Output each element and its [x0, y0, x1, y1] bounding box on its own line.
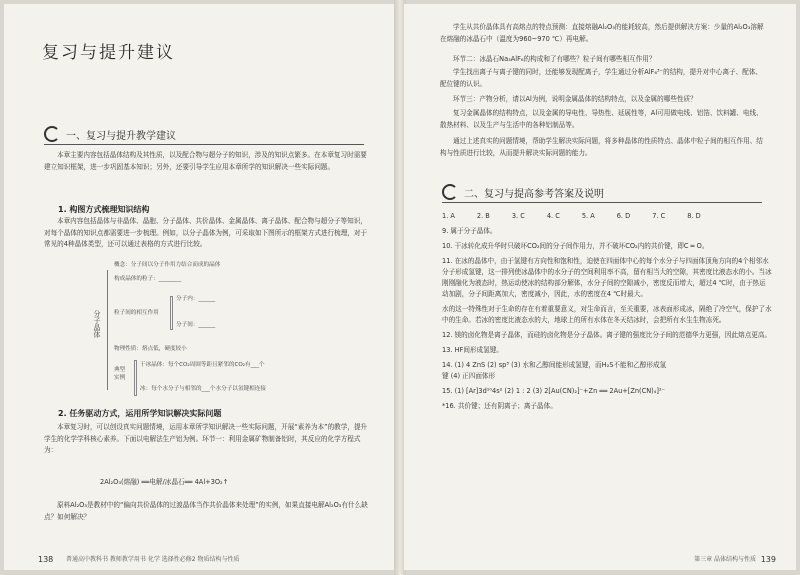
answers-block: [442, 212, 772, 416]
answer-1: 1. A: [442, 212, 455, 220]
page-number: 139: [760, 555, 776, 564]
right-para-2: 环节二：冰晶石Na₃AlF₆的构成和了有哪些？粒子间有哪些相互作用？: [453, 55, 656, 63]
answer-10: 10. 干冰转化成升华时只破坏CO₂间的分子间作用力，并不破坏CO₂内的共价键，即C ═ O。: [442, 242, 709, 250]
diagram-force-label: 粒子间的相互作用: [114, 310, 159, 316]
answer-5: 5. A: [581, 212, 595, 220]
subheading-2-text: 本章复习时，可以创设真实问题情境，运用本章所学知识解决一些实际问题，开展“素养为本”的教学，提升学生的化学学科核心素养。下面以电解法生产铝为例。环节一：利用金属矿物制备铝时，其反应的化学方程式为：: [44, 423, 368, 454]
answer-3: 3. C: [511, 212, 525, 220]
page-footer: 普通高中教科书 教师教学用书 化学 选择性必修2 物质结构与性质: [66, 556, 240, 563]
answer-4: 4. C: [546, 212, 560, 220]
page-title: 复习与提升建议: [42, 43, 175, 63]
answer-16: *16. 共价键；还有阴离子；离子晶体。: [442, 402, 557, 410]
answer-13: 13. HF间形成氢键。: [442, 346, 503, 354]
answer-15: 15. (1) [Ar]3d¹⁰4s² (2) 1 : 2 (3) 2[Au(CN)₂]⁻+Zn ══ 2Au+[Zn(CN)₄]²⁻: [442, 387, 666, 395]
diagram-force-bracket: [170, 296, 173, 330]
answer-11: 11. 在冰的晶体中，由于氢键有方向性和饱和性，迫使在四面体中心的每个水分子与四面体顶角方向的4个相邻水分子形成氢键，这一排列使冰晶体中的水分子的空间利用率不高，留有相当大的空隙，其密度比液态水的小。当冰刚刚融化为液态时，热运动使冰的结构部分解体，水分子间的空隙减小，密度反而增大，超过4 ℃时，由于热运动加剧，分子间距离加大，密度减小，因此，水的密度在4 ℃时最大。: [442, 257, 772, 298]
page-number: 138: [38, 555, 54, 564]
page-footer: 第三章 晶体结构与性质: [694, 556, 756, 563]
answer-2: 2. B: [476, 212, 490, 220]
answer-6: 6. D: [616, 212, 631, 220]
diagram-example-bracket: [134, 360, 137, 396]
diagram-property: 物理性质：熔点低，硬度较小: [114, 346, 187, 352]
answer-9: 9. 属于分子晶体。: [442, 227, 497, 235]
section-swirl-icon: [442, 184, 458, 200]
right-para-3: 学生找出离子与离子键的同时，还能够发现配离子，学生通过分析AlF₆³⁻的结构，提升对中心离子、配体、配位键的认识。: [440, 68, 763, 88]
section-heading-1: [44, 126, 176, 142]
section-heading-2: [442, 184, 604, 200]
diagram-example-label: 典型实例: [114, 367, 126, 381]
answer-14: 14. (1) 4 ZnS (2) sp³ (3) 水和乙醇间能形成氢键，而H₂S不能和乙醇形成氢: [442, 361, 667, 369]
section-1-title: 一、复习与提升教学建议: [66, 130, 176, 142]
section-swirl-icon: [44, 126, 60, 142]
answer-7: 7. C: [652, 212, 666, 220]
diagram-compose: 构成晶体的粒子：________: [114, 276, 182, 282]
diagram-ex2: 冰：每个水分子与相邻的___个水分子以氢键相连接: [140, 386, 266, 392]
chemical-equation: 2Al₂O₃(熔融) ══电解/冰晶石══ 4Al+3O₂↑: [100, 478, 229, 486]
subheading-2: 2. 任务驱动方式，运用所学知识解决实际问题: [58, 409, 222, 418]
section-divider: [44, 144, 364, 145]
right-para-1: 学生从共价晶体具有高熔点的特点预测：直接熔融Al₂O₃的能耗较高，然后提供解决方案：少量的Al₂O₃溶解在熔融的冰晶石中（温度为960~970 ℃）再电解。: [440, 23, 764, 43]
answer-11-continued: 水的这一特殊性对于生命的存在有着重要意义，对生命而言，至关重要，冰表面形成冰，隔绝了冷空气，保护了水中的生命。若冰的密度比液态水的大，地球上的所有水体在冬天结冰时，会把所有水生生物冻死。: [442, 305, 772, 324]
right-para-6: 通过上述真实的问题情境，帮助学生解决实际问题，将多种晶体的性质特点、晶体中粒子间的相互作用、结构与性质进行比较，从而提升解决实际问题的能力。: [440, 137, 763, 157]
answer-14-continued: 键 (4) 正四面体形: [442, 372, 496, 380]
answer-8: 8. D: [687, 212, 701, 220]
after-equation-text: 原料Al₂O₃是教材中的“偏向共价晶体的过渡晶体当作共价晶体来处理”的实例，如果直接电解Al₂O₃有什么缺点？如何解决？: [44, 501, 368, 521]
mc-answers-row: [442, 212, 772, 220]
section-divider: [442, 202, 762, 203]
diagram-root: 分子晶体: [93, 310, 101, 338]
diagram-bracket: [107, 270, 108, 390]
answer-12: 12. 镁的卤化物是离子晶体，而硅的卤化物是分子晶体。离子键的强度比分子间的范德华力更强，因此熔点更高。: [442, 331, 772, 339]
section-2-title: 二、复习与提高参考答案及说明: [464, 188, 604, 200]
right-para-5: 复习金属晶体的结构特点，以及金属的导电性、导热性、延展性等，Al可用做电线、铝箔、饮料罐、电线、散热材料、以及生产与生活中的各种铝制品等。: [440, 109, 763, 129]
diagram-concept: 概念：分子间以分子作用力结合而成的晶体: [114, 262, 221, 268]
diagram-force-a: 分子内：______: [176, 296, 216, 302]
intro-paragraph: 本章主要内容包括晶体结构及其性质，以及配合物与超分子的知识，涉及的知识点繁多。在本章复习时需要建立知识框架，进一步巩固基本知识；另外，还要引导学生应用本章所学的知识解决一些实际问题。: [44, 151, 367, 171]
diagram-force-b: 分子间：______: [176, 322, 216, 328]
left-page: [4, 4, 396, 570]
subheading-1-text: 本章内容包括晶体与非晶体、晶胞、分子晶体、共价晶体、金属晶体、离子晶体、配合物与超分子等知识，对每个晶体的知识点都需要进一步梳理。例如，以分子晶体为例，可采取如下图所示的框架方式进行梳理，对于常见的4种晶体类型，还可以通过表格的方式进行比较。: [44, 217, 368, 248]
right-para-4: 环节三：产物分析，请以Al为例，说明金属晶体的结构特点，以及金属的哪些性质？: [453, 95, 697, 103]
subheading-1: 1. 构图方式梳理知识结构: [58, 205, 150, 214]
knowledge-diagram: [62, 260, 362, 400]
diagram-ex1: 干冰晶体：每个CO₂周围等距且紧邻的CO₂有___个: [140, 362, 265, 368]
right-page: [404, 4, 796, 570]
